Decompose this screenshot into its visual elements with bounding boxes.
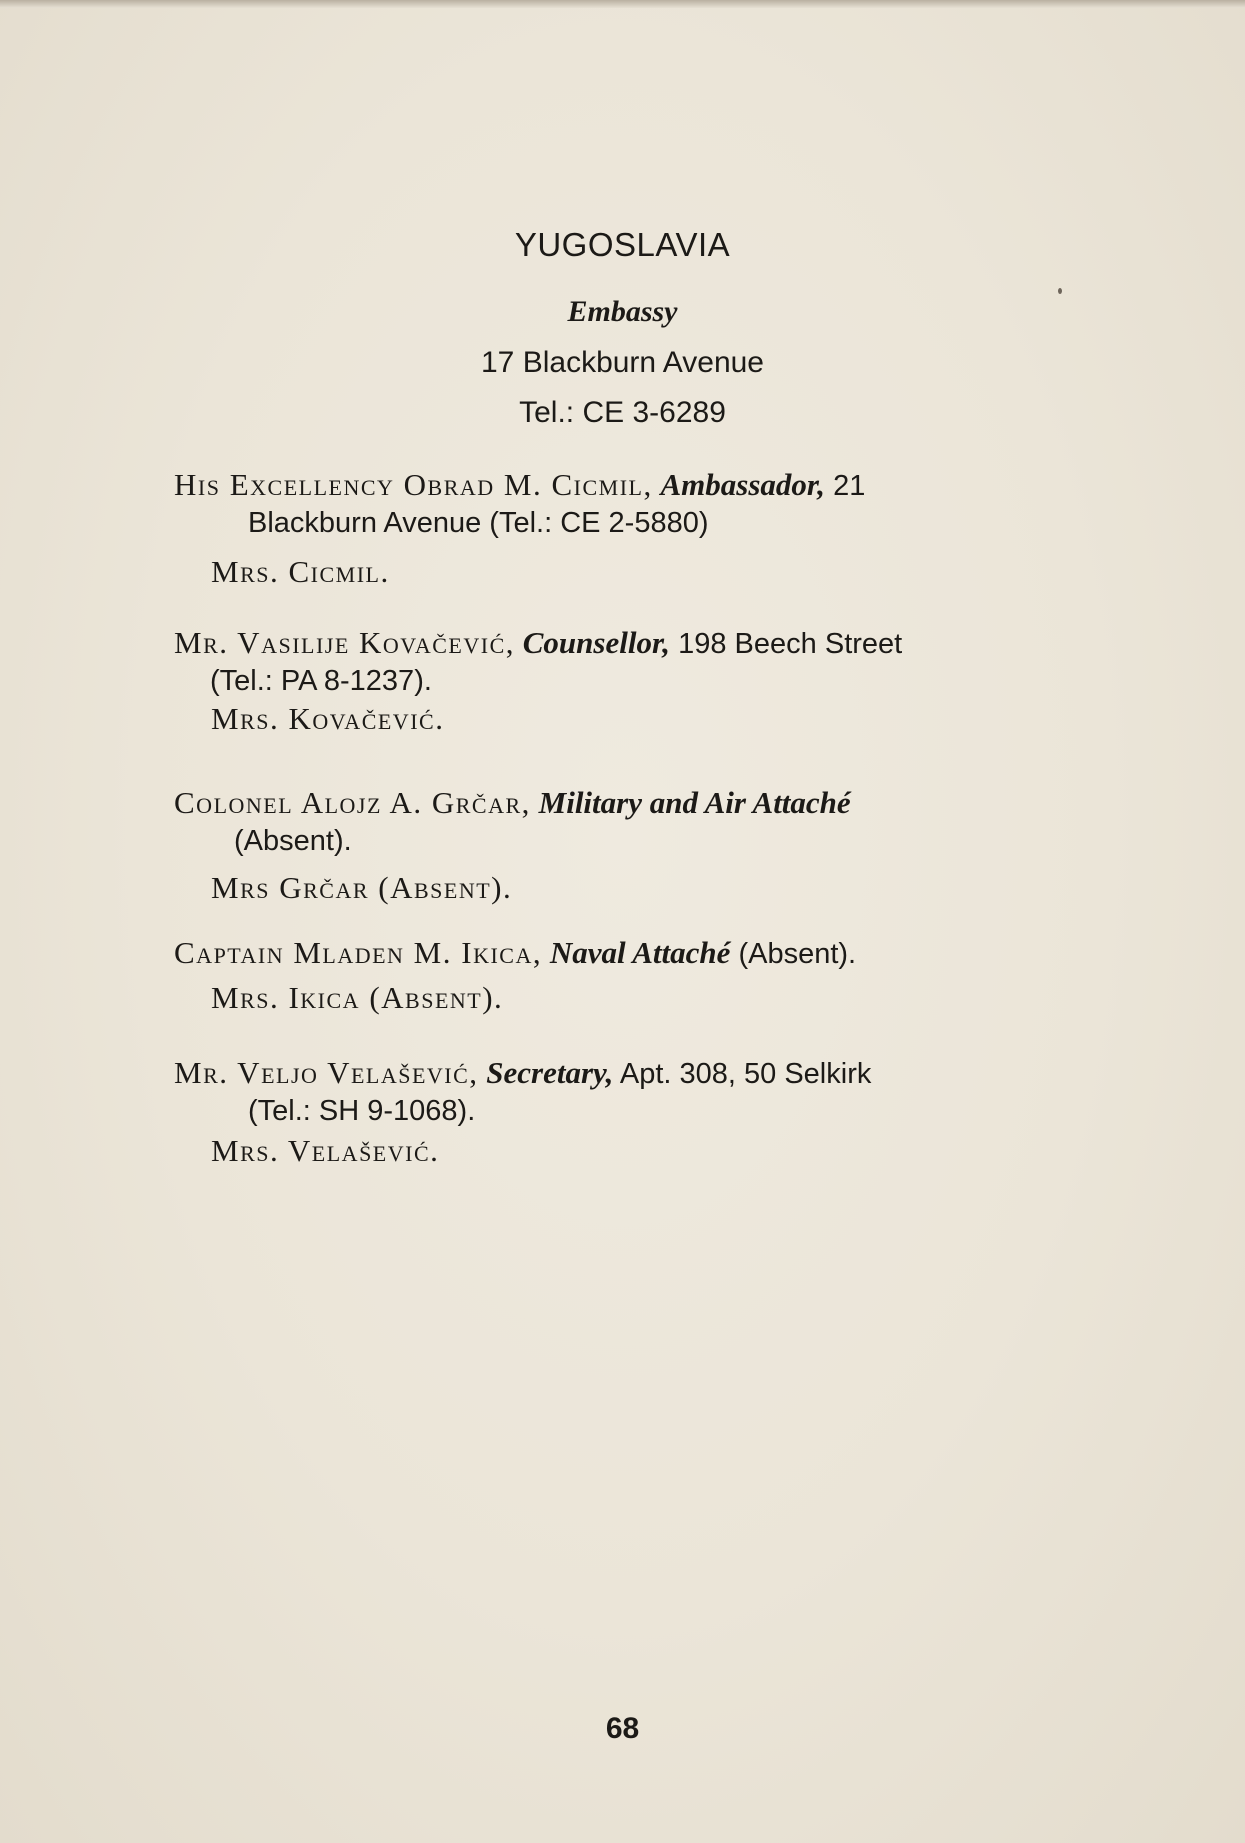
diplomat-entry <box>174 934 1094 973</box>
entry-continuation: (Absent). <box>234 825 352 857</box>
diplomat-entry <box>174 466 1094 542</box>
spouse-entry: Mrs. Cicmil. <box>211 554 390 589</box>
office-telephone: Tel.: CE 3-6289 <box>519 396 726 429</box>
diplomat-title: Ambassador, <box>660 467 826 502</box>
entry-first-line <box>174 1054 1094 1093</box>
diplomat-title: Secretary, <box>486 1055 614 1090</box>
entry-details: 198 Beech Street <box>670 628 903 660</box>
diplomat-name: Colonel Alojz A. Grčar, <box>174 785 531 820</box>
diplomat-entry <box>174 1054 1094 1130</box>
spouse-entry: Mrs. Kovačević. <box>211 701 445 736</box>
office-heading: Embassy <box>567 295 678 328</box>
spouse-entry: Mrs. Velašević. <box>211 1133 440 1168</box>
entry-continuation: Blackburn Avenue (Tel.: CE 2-5880) <box>248 507 709 539</box>
entry-details: 21 <box>825 470 866 502</box>
diplomat-entry <box>174 784 1094 860</box>
diplomat-name: His Excellency Obrad M. Cicmil, <box>174 467 653 502</box>
entry-first-line <box>174 784 1094 823</box>
diplomat-title: Counsellor, <box>522 625 671 660</box>
entry-first-line <box>174 624 1094 663</box>
entry-first-line <box>174 466 1094 505</box>
diplomat-title: Military and Air Attaché <box>538 785 851 820</box>
page-top-edge <box>0 0 1245 8</box>
entry-details: Apt. 308, 50 Selkirk <box>613 1058 872 1090</box>
diplomat-name: Captain Mladen M. Ikica, <box>174 935 543 970</box>
country-heading: YUGOSLAVIA <box>514 226 731 263</box>
spouse-entry: Mrs Grčar (Absent). <box>211 870 513 905</box>
spouse-entry: Mrs. Ikica (Absent). <box>211 980 504 1015</box>
diplomat-entry <box>174 624 1094 700</box>
entry-continuation: (Tel.: PA 8-1237). <box>210 665 432 697</box>
entry-details: (Absent). <box>730 938 857 970</box>
page-number: 68 <box>605 1712 640 1745</box>
ink-speck <box>1058 288 1062 294</box>
entry-first-line <box>174 934 1094 973</box>
entry-continuation: (Tel.: SH 9-1068). <box>248 1095 476 1127</box>
diplomat-name: Mr. Vasilije Kovačević, <box>174 625 515 660</box>
diplomat-name: Mr. Veljo Velašević, <box>174 1055 479 1090</box>
office-address: 17 Blackburn Avenue <box>481 346 764 379</box>
diplomat-title: Naval Attaché <box>549 935 731 970</box>
